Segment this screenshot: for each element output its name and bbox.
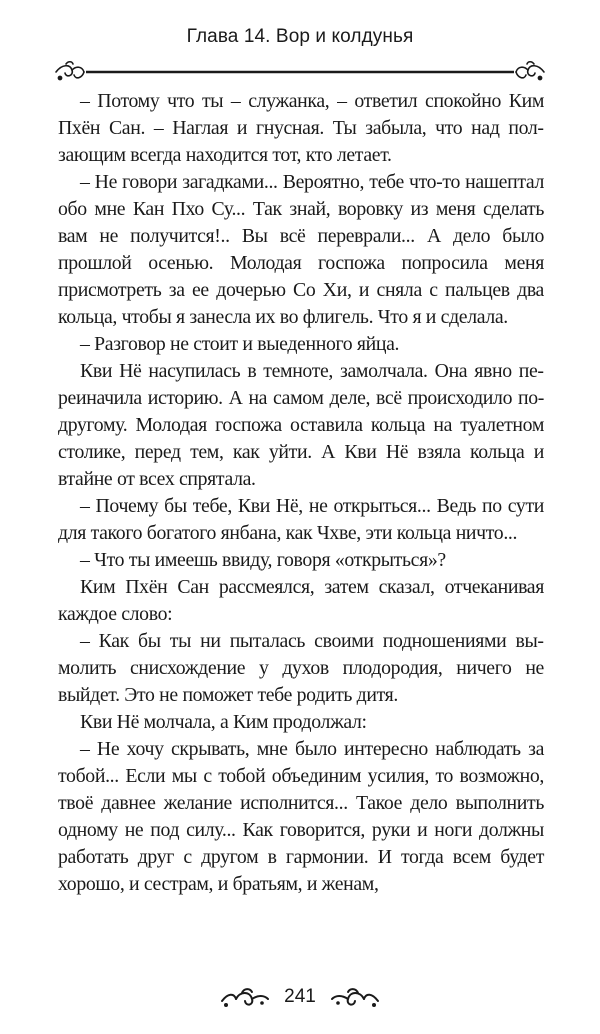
paragraph: Кви Нё молчала, а Ким продолжал:	[80, 711, 367, 733]
scroll-flourish-left-icon	[220, 985, 272, 1009]
paragraph: Ким Пхён Сан рассмеялся, затем сказал, отчеканивая каждое слово:	[58, 576, 544, 625]
flourish-right-icon	[516, 62, 544, 80]
scroll-flourish-right-icon	[328, 985, 380, 1009]
header-divider	[52, 58, 548, 86]
page-footer	[0, 982, 600, 1012]
body-text	[58, 88, 544, 898]
paragraph: – Разговор не стоит и выеденного яйца.	[80, 333, 400, 355]
paragraph: – Как бы ты ни пыталась своими подношениями вымолить снисхождение у духов плодородия, ничего не выйдет. Это не поможет тебе родить дитя.	[58, 630, 544, 706]
paragraph: – Не говори загадками... Вероятно, тебе что-то нашептал обо мне Кан Пхо Су... Так знай, воровку из меня сделать вам не получится!.. Вы всё переврали... А дело было прошлой осенью. Молодая госпожа попросила меня присмотреть за ее дочерью Со Хи, и сняла с пальцев два кольца, чтобы я занесла их во флигель. Что я и сделала.	[58, 171, 544, 328]
running-head: Глава 14. Вор и колдунья	[186, 26, 414, 47]
paragraph: Кви Нё насупилась в темноте, замолчала. Она явно переиначила историю. А на самом деле, всё происходило по-другому. Молодая госпожа оставила кольца на туалетном столике, перед тем, как уйти. А Кви Нё взяла кольца и втайне от всех спрятала.	[58, 360, 544, 490]
flourish-left-icon	[56, 62, 84, 80]
page-number: 241	[284, 986, 316, 1007]
paragraph: – Что ты имеешь ввиду, говоря «открыться»?	[80, 549, 446, 571]
paragraph: – Потому что ты – служанка, – ответил спокойно Ким Пхён Сан. – Наглая и гнусная. Ты забыла, что над ползающим всегда находится тот, кто летает.	[58, 90, 544, 166]
paragraph: – Не хочу скрывать, мне было интересно наблюдать за тобой... Если мы с тобой объединим усилия, то возможно, твоё давнее желание исполнится... Такое дело выполнить одному не под силу... Как говорится, руки и ноги должны работать друг с другом в гармонии. И тогда всем будет хорошо, и сестрам, и братьям, и женам,	[58, 738, 544, 895]
paragraph: – Почему бы тебе, Кви Нё, не открыться... Ведь по сути для такого богатого янбана, как Чхве, эти кольца ничто...	[58, 495, 544, 544]
